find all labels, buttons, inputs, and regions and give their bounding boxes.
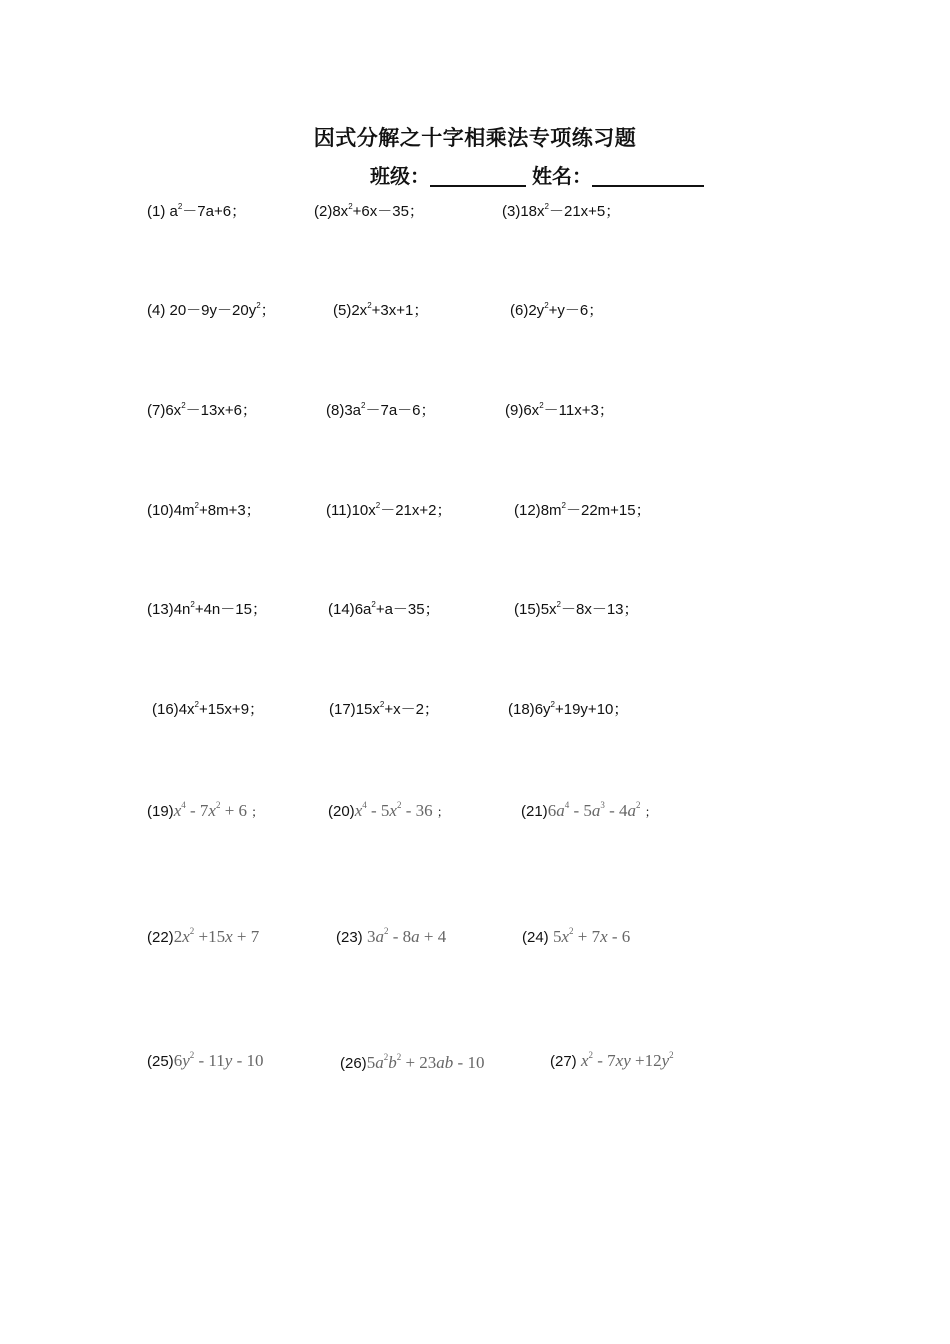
problem-16: $(16)4x^2+15x+9$； bbox=[152, 700, 265, 718]
equation-22: $2x^2 +15x + 7$ bbox=[173, 926, 260, 946]
equation-24: $5x^2 + 7x - 6$ bbox=[552, 926, 631, 946]
problem-12: $(12)8m^2-22m+15$； bbox=[514, 501, 651, 519]
student-info-line bbox=[370, 160, 704, 189]
problem-8: $(8)3a^2-7a-6$； bbox=[326, 401, 436, 419]
problem-13: $(13)4n^2+4n-15$； bbox=[147, 600, 267, 618]
class-label: 班级： bbox=[370, 164, 430, 188]
problem-25: $(25)6y^2 - 11y - 10$ bbox=[147, 1050, 264, 1070]
problem-2: $(2)8x^2+6x-35$； bbox=[314, 202, 424, 220]
problem-1: (1) $a^2-7a+6$； bbox=[147, 202, 247, 220]
equation-21: $6a^4 - 5a^3 - 4a^2$ bbox=[547, 800, 641, 820]
problem-7: $(7)6x^2-13x+6$； bbox=[147, 401, 257, 419]
problem-4: (4) $20-9y-20y^2$； bbox=[147, 301, 276, 319]
name-label: 姓名： bbox=[532, 164, 592, 188]
problem-10: $(10)4m^2+8m+3$； bbox=[147, 501, 261, 519]
problem-20: $(20)x^4 - 5x^2 - 36$ ； bbox=[328, 800, 449, 820]
equation-23: $3a^2 - 8a + 4$ bbox=[366, 926, 447, 946]
problem-6: $(6)2y^2+y-6$； bbox=[510, 301, 604, 319]
problem-24: (24) $5x^2 + 7x - 6$ bbox=[522, 926, 631, 946]
problem-15: $(15)5x^2-8x-13$； bbox=[514, 600, 639, 618]
page-title: 因式分解之十字相乘法专项练习题 bbox=[313, 126, 637, 150]
problem-17: $(17)15x^2+x-2$； bbox=[329, 700, 439, 718]
problem-23: (23) $3a^2 - 8a + 4$ bbox=[336, 926, 447, 946]
problem-26: $(26)5a^2b^2 + 23ab - 10$ bbox=[340, 1052, 485, 1072]
equation-20: $x^4 - 5x^2 - 36$ bbox=[354, 800, 433, 820]
problem-11: $(11)10x^2-21x+2$； bbox=[326, 501, 452, 519]
equation-25: $6y^2 - 11y - 10$ bbox=[173, 1050, 264, 1070]
equation-19: $x^4 - 7x^2 + 6$ bbox=[173, 800, 248, 820]
equation-27: $x^2 - 7xy +12y^2$ bbox=[580, 1050, 674, 1070]
equation-26: $5a^2b^2 + 23ab - 10$ bbox=[366, 1052, 485, 1072]
problem-3: $(3)18x^2-21x+5$； bbox=[502, 202, 621, 220]
problem-27: (27) $x^2 - 7xy +12y^2$ bbox=[550, 1050, 674, 1070]
problem-21: $(21)6a^4 - 5a^3 - 4a^2$ ； bbox=[521, 800, 657, 820]
problem-18: $(18)6y^2+19y+10$； bbox=[508, 700, 629, 718]
problem-14: $(14)6a^2+a-35$； bbox=[328, 600, 440, 618]
name-blank[interactable] bbox=[592, 163, 704, 187]
class-blank[interactable] bbox=[430, 163, 526, 187]
problem-22: $(22)2x^2 +15x + 7$ bbox=[147, 926, 260, 946]
problem-5: $(5)2x^2+3x+1$； bbox=[333, 301, 429, 319]
problem-19: $(19)x^4 - 7x^2 + 6$ ； bbox=[147, 800, 264, 820]
problem-9: $(9)6x^2-11x+3$； bbox=[505, 401, 614, 419]
